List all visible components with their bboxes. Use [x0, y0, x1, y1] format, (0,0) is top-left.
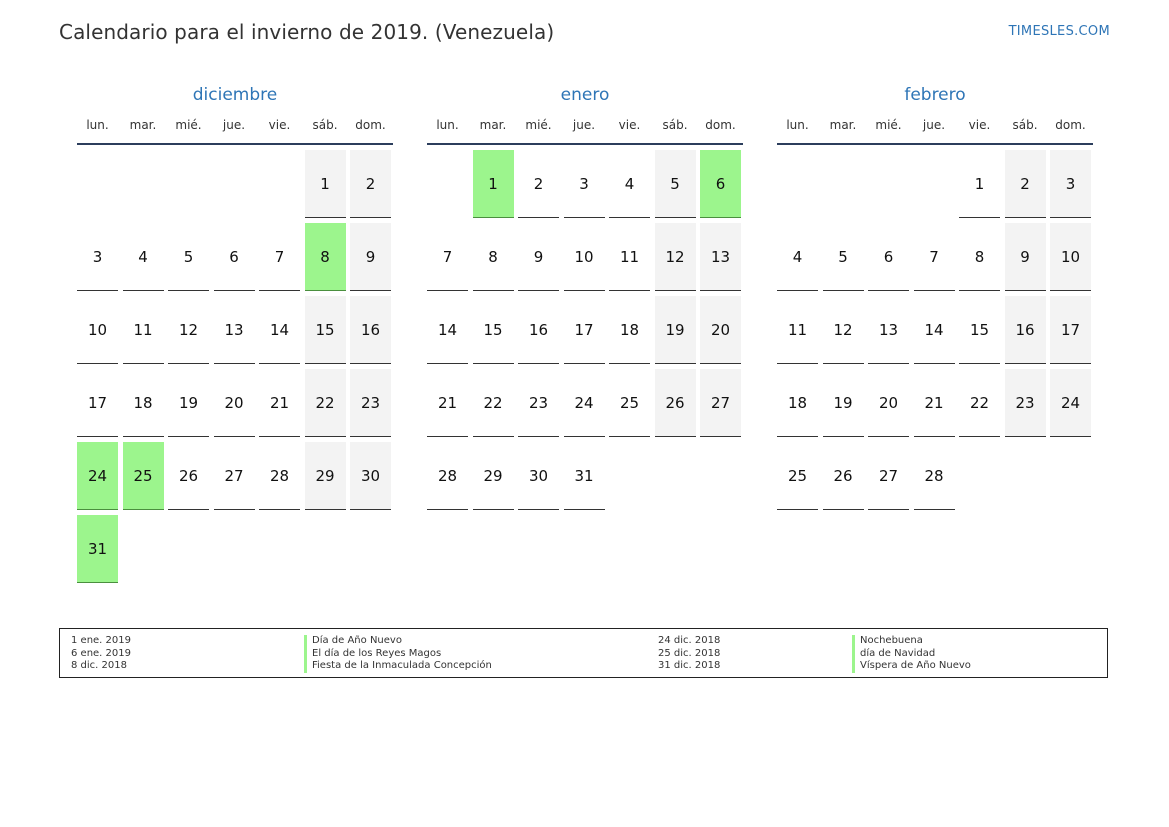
day-cell: 20	[214, 369, 255, 437]
day-cell: 1	[959, 150, 1000, 218]
month-name: diciembre	[192, 85, 278, 105]
day-cell: 12	[655, 223, 696, 291]
day-cell: 14	[259, 296, 300, 364]
month-february	[777, 84, 1093, 510]
day-cell: 31	[564, 442, 605, 510]
day-cell: 15	[305, 296, 346, 364]
day-cell: 28	[427, 442, 468, 510]
legend-holiday-name: Víspera de Año Nuevo	[852, 660, 971, 673]
weekday-label: mié.	[875, 118, 902, 132]
month-december	[77, 84, 393, 583]
weekday-label: vie.	[968, 118, 991, 132]
weekday-label: mar.	[829, 118, 857, 132]
empty-day-cell	[123, 150, 164, 218]
day-cell: 20	[700, 296, 741, 364]
weekday-label: sáb.	[1012, 118, 1038, 132]
day-cell: 23	[1005, 369, 1046, 437]
day-cell: 2	[1005, 150, 1046, 218]
legend-date: 25 dic. 2018	[658, 647, 721, 659]
day-cell: 7	[914, 223, 955, 291]
day-cell: 26	[823, 442, 864, 510]
day-cell: 23	[350, 369, 391, 437]
day-cell: 13	[214, 296, 255, 364]
day-cell: 6	[214, 223, 255, 291]
day-cell: 29	[473, 442, 514, 510]
day-cell: 27	[868, 442, 909, 510]
day-cell: 7	[427, 223, 468, 291]
day-cell: 21	[259, 369, 300, 437]
weekday-label: mar.	[129, 118, 157, 132]
day-cell: 14	[914, 296, 955, 364]
day-cell: 5	[168, 223, 209, 291]
day-cell: 18	[123, 369, 164, 437]
legend-holiday-name: Día de Año Nuevo	[304, 635, 492, 648]
day-cell: 7	[259, 223, 300, 291]
legend-dates-left	[71, 635, 131, 673]
month-name: febrero	[904, 85, 966, 105]
day-cell: 16	[518, 296, 559, 364]
day-cell: 26	[655, 369, 696, 437]
day-cell: 13	[700, 223, 741, 291]
weekday-header	[427, 116, 743, 145]
day-cell: 17	[1050, 296, 1091, 364]
day-cell: 29	[305, 442, 346, 510]
legend-date: 8 dic. 2018	[71, 660, 127, 671]
legend-date: 24 dic. 2018	[658, 635, 721, 646]
day-cell: 4	[777, 223, 818, 291]
day-cell: 15	[473, 296, 514, 364]
weekday-label: vie.	[618, 118, 641, 132]
legend-date: 6 ene. 2019	[71, 647, 131, 659]
weekday-header	[777, 116, 1093, 145]
weekday-label: lun.	[436, 118, 459, 132]
day-cell: 28	[914, 442, 955, 510]
day-cell: 10	[1050, 223, 1091, 291]
weekday-label: sáb.	[312, 118, 338, 132]
days-grid	[777, 150, 1093, 510]
day-cell: 4	[609, 150, 650, 218]
holiday-day-cell: 24	[77, 442, 118, 510]
day-cell: 19	[823, 369, 864, 437]
weekday-label: lun.	[786, 118, 809, 132]
day-cell: 21	[914, 369, 955, 437]
month-january	[427, 84, 743, 510]
weekday-label: sáb.	[662, 118, 688, 132]
day-cell: 16	[350, 296, 391, 364]
day-cell: 6	[868, 223, 909, 291]
brand-link[interactable]: TIMESLES.COM	[1008, 24, 1110, 39]
day-cell: 19	[655, 296, 696, 364]
holiday-day-cell: 8	[305, 223, 346, 291]
day-cell: 30	[518, 442, 559, 510]
weekday-label: dom.	[705, 118, 736, 132]
day-cell: 16	[1005, 296, 1046, 364]
day-cell: 3	[77, 223, 118, 291]
day-cell: 30	[350, 442, 391, 510]
month-name: enero	[560, 85, 610, 105]
weekday-label: lun.	[86, 118, 109, 132]
weekday-label: mar.	[479, 118, 507, 132]
holiday-day-cell: 25	[123, 442, 164, 510]
day-cell: 11	[123, 296, 164, 364]
legend-holiday-name: El día de los Reyes Magos	[304, 648, 492, 661]
day-cell: 3	[1050, 150, 1091, 218]
legend-holiday-name: día de Navidad	[852, 648, 971, 661]
day-cell: 18	[777, 369, 818, 437]
day-cell: 9	[518, 223, 559, 291]
weekday-label: vie.	[268, 118, 291, 132]
day-cell: 9	[1005, 223, 1046, 291]
day-cell: 22	[959, 369, 1000, 437]
day-cell: 23	[518, 369, 559, 437]
empty-day-cell	[823, 150, 864, 218]
weekday-label: mié.	[175, 118, 202, 132]
day-cell: 24	[564, 369, 605, 437]
legend-dates-right	[658, 635, 720, 673]
day-cell: 1	[305, 150, 346, 218]
day-cell: 10	[77, 296, 118, 364]
empty-day-cell	[777, 150, 818, 218]
weekday-label: jue.	[922, 118, 946, 132]
day-cell: 4	[123, 223, 164, 291]
day-cell: 2	[518, 150, 559, 218]
empty-day-cell	[868, 150, 909, 218]
empty-day-cell	[168, 150, 209, 218]
day-cell: 5	[655, 150, 696, 218]
day-cell: 11	[777, 296, 818, 364]
legend-holiday-name: Fiesta de la Inmaculada Concepción	[304, 660, 492, 673]
weekday-header	[77, 116, 393, 145]
empty-day-cell	[914, 150, 955, 218]
day-cell: 5	[823, 223, 864, 291]
holiday-day-cell: 1	[473, 150, 514, 218]
day-cell: 2	[350, 150, 391, 218]
day-cell: 15	[959, 296, 1000, 364]
weekday-label: jue.	[572, 118, 596, 132]
day-cell: 14	[427, 296, 468, 364]
day-cell: 3	[564, 150, 605, 218]
day-cell: 10	[564, 223, 605, 291]
day-cell: 19	[168, 369, 209, 437]
day-cell: 8	[959, 223, 1000, 291]
weekday-label: mié.	[525, 118, 552, 132]
day-cell: 20	[868, 369, 909, 437]
day-cell: 13	[868, 296, 909, 364]
holiday-legend	[59, 628, 1108, 678]
day-cell: 18	[609, 296, 650, 364]
day-cell: 17	[564, 296, 605, 364]
empty-day-cell	[259, 150, 300, 218]
day-cell: 22	[473, 369, 514, 437]
day-cell: 27	[214, 442, 255, 510]
day-cell: 22	[305, 369, 346, 437]
day-cell: 17	[77, 369, 118, 437]
day-cell: 21	[427, 369, 468, 437]
day-cell: 12	[168, 296, 209, 364]
legend-date: 1 ene. 2019	[71, 635, 131, 646]
weekday-label: dom.	[1055, 118, 1086, 132]
day-cell: 25	[777, 442, 818, 510]
legend-names-right	[852, 635, 971, 673]
page-title: Calendario para el invierno de 2019. (Venezuela)	[59, 20, 555, 44]
day-cell: 12	[823, 296, 864, 364]
day-cell: 9	[350, 223, 391, 291]
days-grid	[427, 150, 743, 510]
empty-day-cell	[214, 150, 255, 218]
holiday-day-cell: 6	[700, 150, 741, 218]
day-cell: 24	[1050, 369, 1091, 437]
empty-day-cell	[77, 150, 118, 218]
days-grid	[77, 150, 393, 583]
day-cell: 28	[259, 442, 300, 510]
weekday-label: jue.	[222, 118, 246, 132]
holiday-day-cell: 31	[77, 515, 118, 583]
day-cell: 11	[609, 223, 650, 291]
day-cell: 27	[700, 369, 741, 437]
legend-names-left	[304, 635, 492, 673]
legend-holiday-name: Nochebuena	[852, 635, 971, 648]
day-cell: 26	[168, 442, 209, 510]
day-cell: 25	[609, 369, 650, 437]
legend-date: 31 dic. 2018	[658, 660, 721, 671]
day-cell: 8	[473, 223, 514, 291]
empty-day-cell	[427, 150, 468, 218]
weekday-label: dom.	[355, 118, 386, 132]
